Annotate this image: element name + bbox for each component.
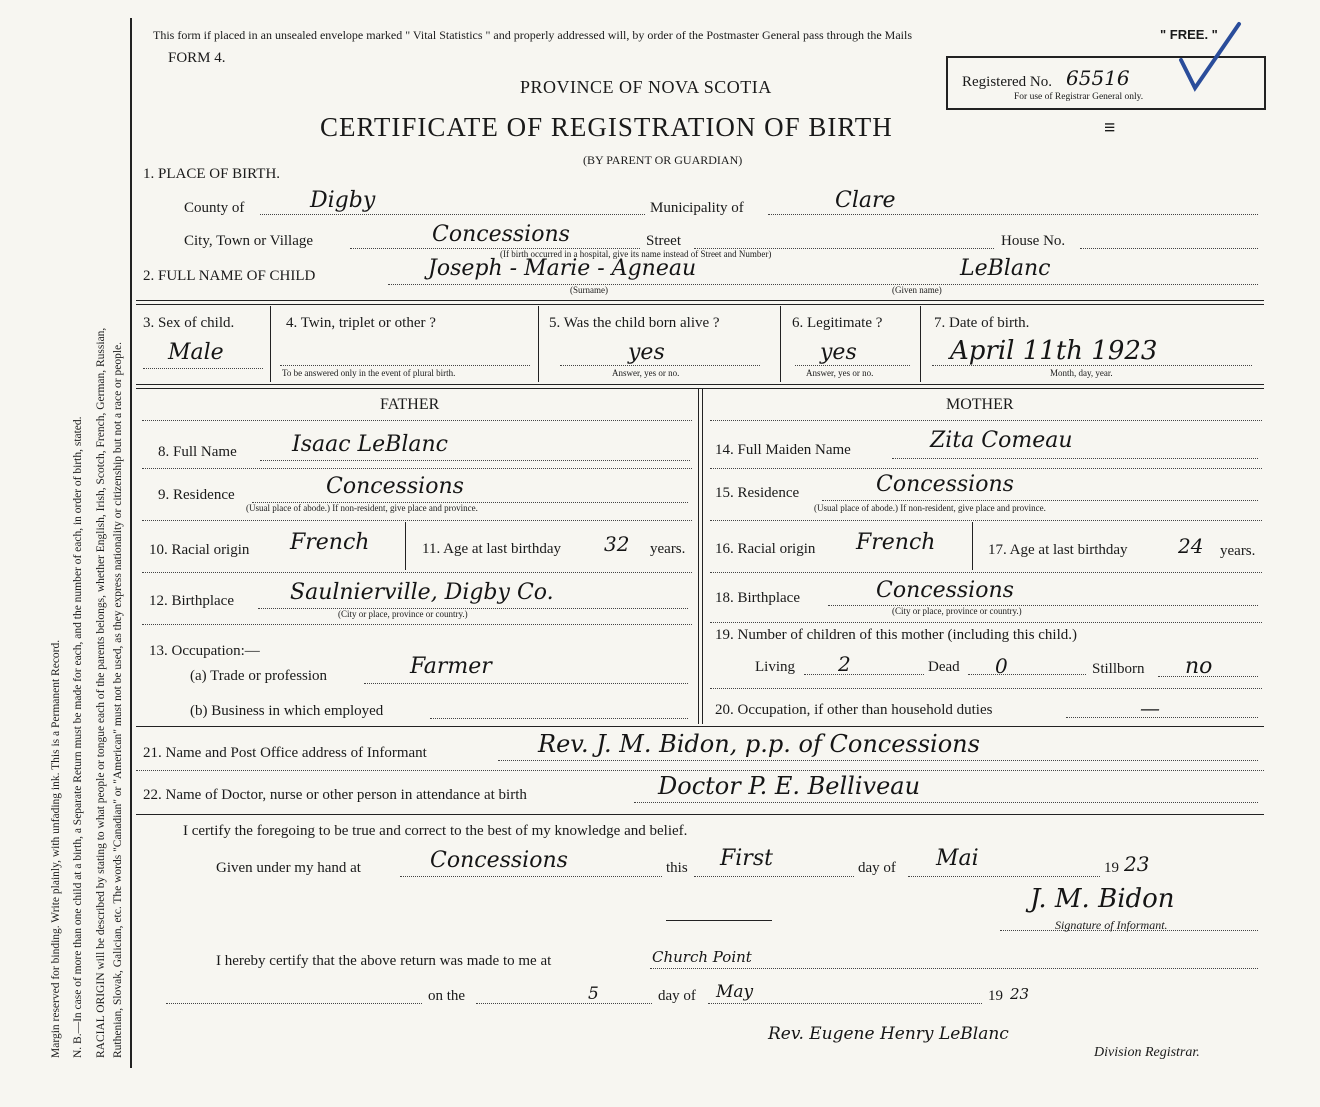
stamp-mark: ≡	[1104, 117, 1116, 139]
registered-label: Registered No.	[962, 74, 1052, 90]
living-value: 2	[838, 652, 851, 676]
col-divider-3	[780, 306, 781, 382]
child-given-names-value: Joseph - Marie - Agneau	[428, 256, 697, 281]
certify-statement: I certify the foregoing to be true and correct to the best of my knowledge and belief.	[183, 823, 688, 839]
born-alive-note: Answer, yes or no.	[612, 368, 680, 378]
registrar-month-value: May	[716, 982, 754, 1002]
col-divider-4	[920, 306, 921, 382]
mother-section-line-3	[710, 572, 1262, 573]
father-birthplace-note: (City or place, province or country.)	[338, 609, 468, 619]
certificate-title: CERTIFICATE OF REGISTRATION OF BIRTH	[320, 112, 893, 142]
father-heading: FATHER	[380, 396, 440, 413]
father-name-value: Isaac LeBlanc	[292, 432, 448, 457]
dead-label: Dead	[928, 659, 960, 675]
father-racial-origin-value: French	[290, 530, 370, 555]
margin-note-plural-birth: N. B.—In case of more than one child at a birth, a Separate Return must be made for each, and the number of each, in order of birth, stated.	[72, 416, 84, 1058]
mother-birthplace-value: Concessions	[876, 578, 1014, 603]
county-label: County of	[184, 200, 245, 216]
registrar-date-lead-line	[166, 1003, 422, 1004]
legitimate-label: 6. Legitimate ?	[792, 315, 883, 331]
father-section-line-4	[142, 624, 692, 625]
municipality-line	[768, 214, 1258, 215]
stillborn-label: Stillborn	[1092, 661, 1145, 677]
house-number-line	[1080, 248, 1258, 249]
day-line	[694, 876, 854, 877]
date-of-birth-label: 7. Date of birth.	[934, 315, 1030, 331]
col-divider-2	[538, 306, 539, 382]
province-heading: PROVINCE OF NOVA SCOTIA	[520, 77, 772, 97]
mother-age-years: years.	[1220, 543, 1256, 559]
mother-section-line-5	[710, 688, 1262, 689]
given-label: Given under my hand at	[216, 860, 361, 876]
father-birthplace-value: Saulnierville, Digby Co.	[290, 580, 554, 605]
check-mark-icon	[1175, 20, 1245, 95]
registrar-year-prefix: 19	[988, 988, 1003, 1004]
father-section-line-2	[142, 520, 692, 521]
mother-name-line	[892, 458, 1258, 459]
registrar-year-value: 23	[1010, 985, 1030, 1003]
day-of-label: day of	[858, 860, 896, 876]
divider-double-top	[136, 300, 1264, 301]
registrar-month-line	[708, 1003, 982, 1004]
street-label: Street	[646, 233, 681, 249]
margin-note-racial-origin-2: Ruthenian, Slovak, Galician, etc. The words "Canadian" or "American" must not be used, as they express nationality or citizenship but not a race or people.	[112, 341, 124, 1058]
mother-birthplace-note: (City or place, province or country.)	[892, 606, 1022, 616]
given-place-value: Concessions	[430, 848, 568, 873]
signature-label: Signature of Informant.	[1055, 918, 1168, 932]
free-mark: " FREE. "	[1160, 27, 1218, 42]
registrar-signature: Rev. Eugene Henry LeBlanc	[768, 1024, 1009, 1044]
municipality-label: Municipality of	[650, 200, 744, 216]
father-residence-label: 9. Residence	[158, 487, 235, 503]
mother-racial-origin-label: 16. Racial origin	[715, 541, 816, 557]
born-alive-line	[560, 365, 760, 366]
child-name-line	[388, 284, 1258, 285]
division-registrar-label: Division Registrar.	[1094, 1045, 1200, 1060]
registrar-place-value: Church Point	[652, 948, 752, 966]
date-of-birth-line	[932, 365, 1252, 366]
month-value: Mai	[936, 846, 979, 871]
father-business-label: (b) Business in which employed	[190, 703, 384, 719]
sex-value: Male	[168, 340, 224, 365]
registrar-statement: I hereby certify that the above return was made to me at	[216, 953, 552, 969]
sex-line	[143, 368, 263, 369]
dead-value: 0	[995, 654, 1008, 678]
living-line	[804, 674, 924, 675]
father-trade-label: (a) Trade or profession	[190, 668, 328, 684]
father-racial-divider	[405, 522, 406, 570]
mother-age-value: 24	[1178, 534, 1204, 558]
living-label: Living	[755, 659, 795, 675]
county-line	[260, 214, 645, 215]
col-divider-1	[270, 306, 271, 382]
mother-heading-line	[710, 420, 1262, 421]
given-place-line	[400, 876, 662, 877]
divider-double-bottom	[136, 304, 1264, 305]
margin-note-racial-origin-1: RACIAL ORIGIN will be described by stating to what people or tongue each of the parents belongs, whether English, Irish, Scotch, French, German, Russian,	[95, 327, 107, 1058]
mother-residence-note: (Usual place of abode.) If non-resident, give place and province.	[814, 503, 1046, 513]
father-section-line-3	[142, 572, 692, 573]
mother-residence-line	[822, 500, 1258, 501]
twin-label: 4. Twin, triplet or other ?	[286, 315, 436, 331]
postal-note: This form if placed in an unsealed envelope marked " Vital Statistics " and properly addressed will, by order of the Postmaster General pass through the Mails	[153, 28, 912, 42]
on-the-label: on the	[428, 988, 466, 1004]
doctor-label: 22. Name of Doctor, nurse or other person in attendance at birth	[143, 787, 527, 803]
father-residence-note: (Usual place of abode.) If non-resident, give place and province.	[246, 503, 478, 513]
mother-racial-divider	[972, 522, 973, 570]
doctor-value: Doctor P. E. Belliveau	[658, 772, 921, 800]
mother-section-line-2	[710, 520, 1262, 521]
margin-divider	[130, 18, 132, 1068]
father-business-line	[430, 718, 688, 719]
year-value: 23	[1124, 852, 1150, 876]
child-name-label: 2. FULL NAME OF CHILD	[143, 268, 316, 284]
father-age-years: years.	[650, 541, 686, 557]
father-section-line-1	[142, 468, 692, 469]
parents-center-divider-1	[698, 388, 699, 724]
divider-before-certify	[136, 814, 1264, 815]
municipality-value: Clare	[835, 188, 896, 213]
margin-note-binding: Margin reserved for binding. Write plainly, with unfading ink. This is a Permanent Record.	[50, 639, 62, 1058]
father-racial-origin-label: 10. Racial origin	[149, 542, 250, 558]
twin-line	[280, 365, 530, 366]
street-note: (If birth occurred in a hospital, give its name instead of Street and Number)	[500, 249, 772, 259]
informant-section-line	[136, 770, 1264, 771]
father-residence-value: Concessions	[326, 474, 464, 499]
surname-note: (Surname)	[570, 285, 608, 295]
dead-line	[968, 674, 1086, 675]
informant-value: Rev. J. M. Bidon, p.p. of Concessions	[538, 730, 980, 758]
mother-racial-origin-value: French	[856, 530, 936, 555]
mother-occupation-value: —	[1140, 696, 1160, 720]
house-number-label: House No.	[1001, 233, 1066, 249]
month-line	[908, 876, 1100, 877]
mother-residence-value: Concessions	[876, 472, 1014, 497]
divider-parents-top-1	[136, 384, 1264, 385]
mother-section-line-1	[710, 468, 1262, 469]
mother-heading: MOTHER	[946, 396, 1014, 413]
born-alive-value: yes	[628, 340, 665, 365]
registered-number: 65516	[1066, 66, 1130, 90]
mother-section-line-4	[710, 622, 1262, 623]
registrar-note: For use of Registrar General only.	[1014, 92, 1144, 102]
legitimate-line	[795, 365, 910, 366]
registrar-day-line	[476, 1003, 652, 1004]
stillborn-value: no	[1185, 654, 1213, 679]
children-count-label: 19. Number of children of this mother (including this child.)	[715, 627, 1078, 643]
mother-name-value: Zita Comeau	[930, 428, 1073, 453]
father-age-value: 32	[604, 532, 630, 556]
mother-name-label: 14. Full Maiden Name	[715, 442, 851, 458]
father-birthplace-line	[258, 608, 688, 609]
sex-label: 3. Sex of child.	[143, 315, 235, 331]
given-name-note: (Given name)	[892, 285, 942, 295]
mother-residence-label: 15. Residence	[715, 485, 800, 501]
city-value: Concessions	[432, 222, 570, 247]
doctor-line	[634, 802, 1258, 803]
father-birthplace-label: 12. Birthplace	[149, 593, 234, 609]
divider-after-parents	[136, 726, 1264, 727]
certificate-subtitle: (BY PARENT OR GUARDIAN)	[583, 153, 743, 167]
father-occupation-label: 13. Occupation:—	[149, 643, 260, 659]
father-trade-value: Farmer	[410, 654, 492, 679]
informant-signature: J. M. Bidon	[1030, 884, 1175, 914]
father-heading-line	[142, 420, 692, 421]
father-trade-line	[364, 683, 688, 684]
mother-occupation-label: 20. Occupation, if other than household duties	[715, 702, 993, 718]
mother-occupation-line	[1066, 717, 1258, 718]
mother-age-label: 17. Age at last birthday	[988, 542, 1128, 558]
informant-line	[498, 760, 1258, 761]
informant-label: 21. Name and Post Office address of Informant	[143, 745, 427, 761]
born-alive-label: 5. Was the child born alive ?	[549, 315, 720, 331]
father-name-label: 8. Full Name	[158, 444, 237, 460]
place-of-birth-heading: 1. PLACE OF BIRTH.	[143, 166, 281, 182]
father-name-line	[260, 460, 690, 461]
date-of-birth-note: Month, day, year.	[1050, 368, 1113, 378]
registrar-place-line	[650, 968, 1258, 969]
city-label: City, Town or Village	[184, 233, 314, 249]
mother-birthplace-label: 18. Birthplace	[715, 590, 800, 606]
twin-note: To be answered only in the event of plural birth.	[282, 368, 456, 378]
day-value: First	[720, 846, 773, 871]
registrar-day-of-label: day of	[658, 988, 696, 1004]
form-number: FORM 4.	[168, 50, 226, 66]
county-value: Digby	[310, 188, 376, 213]
parents-center-divider-2	[702, 388, 703, 724]
year-prefix: 19	[1104, 860, 1119, 876]
legitimate-value: yes	[820, 340, 857, 365]
divider-parents-top-2	[136, 388, 1264, 389]
date-of-birth-value: April 11th 1923	[950, 336, 1158, 366]
father-age-label: 11. Age at last birthday	[422, 541, 561, 557]
registrar-day-value: 5	[588, 984, 599, 1004]
short-rule	[666, 920, 772, 921]
legitimate-note: Answer, yes or no.	[806, 368, 874, 378]
child-surname-value: LeBlanc	[960, 256, 1051, 281]
this-label: this	[666, 860, 688, 876]
